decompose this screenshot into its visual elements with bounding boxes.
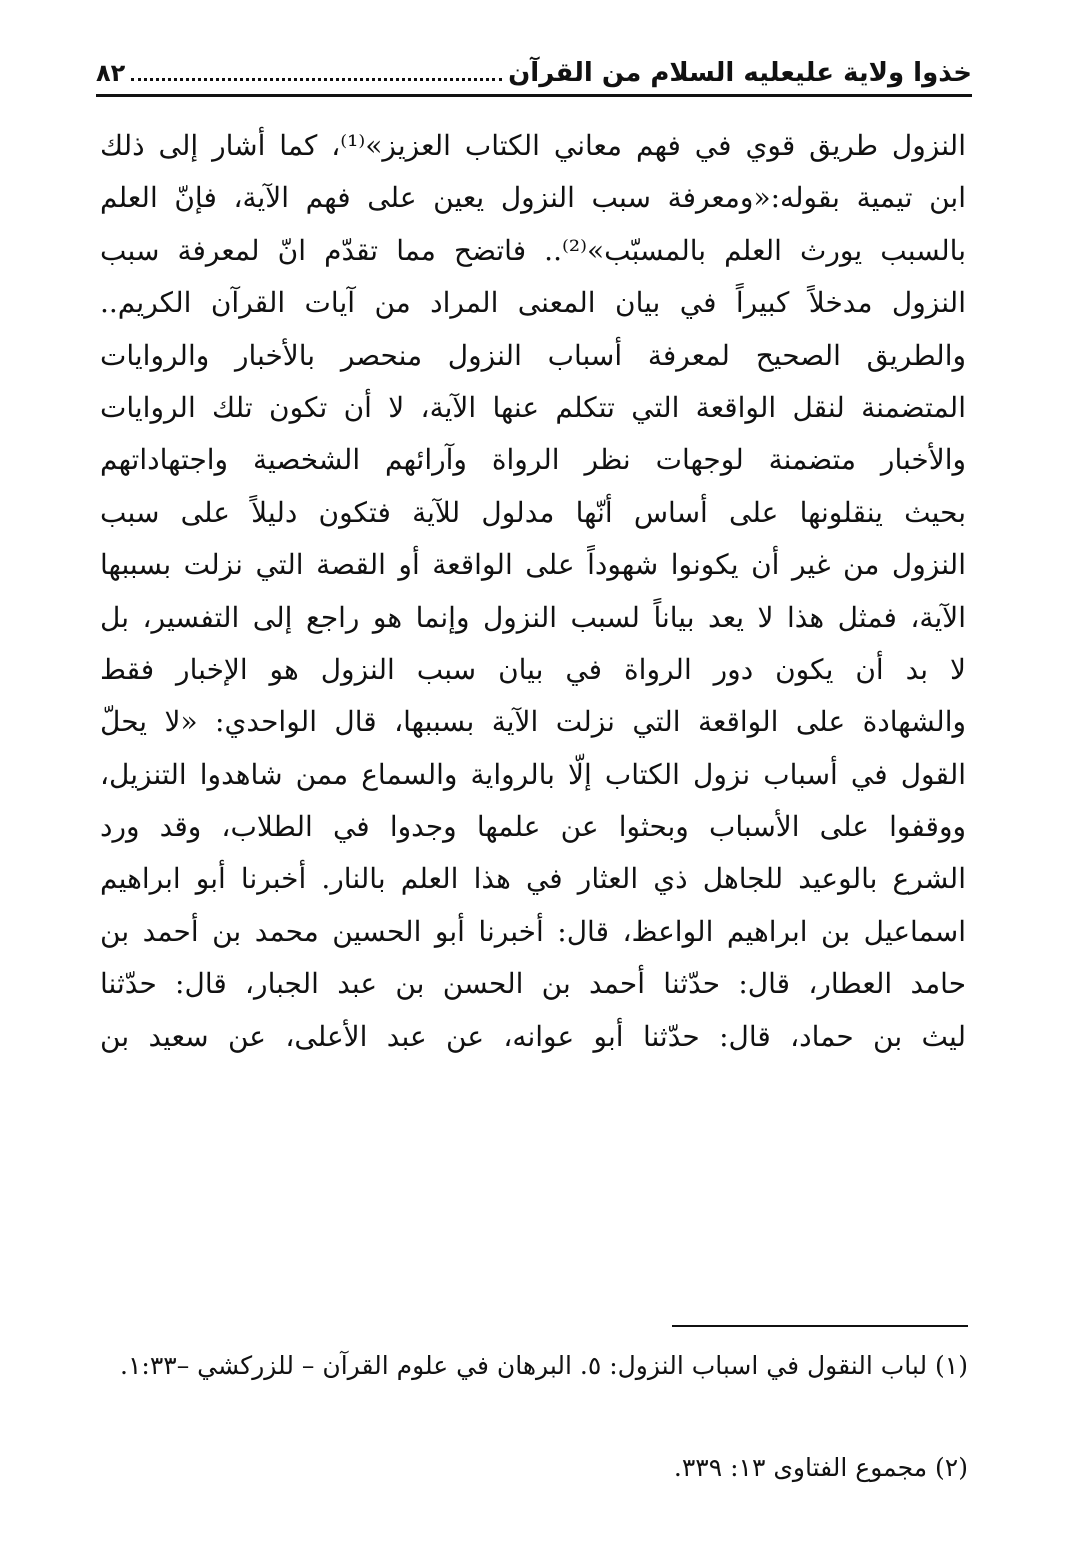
- footnote-2: (٢) مجموع الفتاوى ١٣: ٣٣٩.: [673, 1453, 968, 1482]
- body-line: اسماعيل بن ابراهيم الواعظ، قال: أخبرنا أبو الحسين محمد بن أحمد بن: [100, 914, 966, 948]
- body-line: والشهادة على الواقعة التي نزلت الآية بسببها، قال الواحدي: «لا يحلّ: [100, 705, 966, 739]
- body-line: المتضمنة لنقل الواقعة التي تتكلم عنها الآية، لا أن تكون تلك الروايات: [100, 390, 966, 424]
- body-line: النزول طريق قوي في فهم معاني الكتاب العزيز»⁽¹⁾، كما أشار إلى ذلك: [100, 129, 966, 162]
- body-line: الشرع بالوعيد للجاهل ذي العثار في هذا العلم بالنار. أخبرنا أبو ابراهيم: [100, 862, 966, 896]
- body-line: والطريق الصحيح لمعرفة أسباب النزول منحصر بالأخبار والروايات: [100, 338, 966, 372]
- body-line: حامد العطار، قال: حدّثنا أحمد بن الحسن بن عبد الجبار، قال: حدّثنا: [100, 967, 966, 1001]
- body-line: ليث بن حماد، قال: حدّثنا أبو عوانه، عن عبد الأعلى، عن سعيد بن: [100, 1019, 966, 1053]
- body-line: ووقفوا على الأسباب وبحثوا عن علمها وجدوا في الطلاب، وقد ورد: [100, 810, 966, 844]
- footnote-separator: [672, 1325, 968, 1327]
- body-line: والأخبار متضمنة لوجهات نظر الرواة وآرائهم الشخصية واجتهاداتهم: [100, 443, 966, 477]
- body-line: القول في أسباب نزول الكتاب إلّا بالرواية والسماع ممن شاهدوا التنزيل،: [100, 757, 966, 791]
- running-header: [96, 46, 972, 97]
- footnote-1: (١) لباب النقول في اسباب النزول: ٥. البرهان في علوم القرآن – للزركشي –١:٣٣.: [120, 1351, 968, 1380]
- body-text: [100, 120, 966, 1063]
- body-line: النزول من غير أن يكونوا شهوداً على الواقعة أو القصة التي نزلت بسببها: [100, 548, 966, 582]
- page-number: ٨٢: [96, 59, 126, 87]
- body-line: بالسبب يورث العلم بالمسبّب»⁽²⁾.. فاتضح مما تقدّم انّ لمعرفة سبب: [100, 233, 966, 267]
- body-line: الآية، فمثل هذا لا يعد بياناً لسبب النزول وإنما هو راجع إلى التفسير، بل: [100, 600, 966, 634]
- body-line: بحيث ينقلونها على أساس أنّها مدلول للآية فتكون دليلاً على سبب: [100, 495, 966, 529]
- body-line: النزول مدخلاً كبيراً في بيان المعنى المراد من آيات القرآن الكريم..: [100, 286, 966, 320]
- body-line: لا بد أن يكون دور الرواة في بيان سبب النزول هو الإخبار فقط: [100, 652, 966, 686]
- body-line: ابن تيمية بقوله:«ومعرفة سبب النزول يعين على فهم الآية، فإنّ العلم: [100, 181, 966, 215]
- running-header-title: خذوا ولاية عليعليه السلام من القرآن: [508, 58, 972, 88]
- header-dot-leader: [131, 77, 502, 81]
